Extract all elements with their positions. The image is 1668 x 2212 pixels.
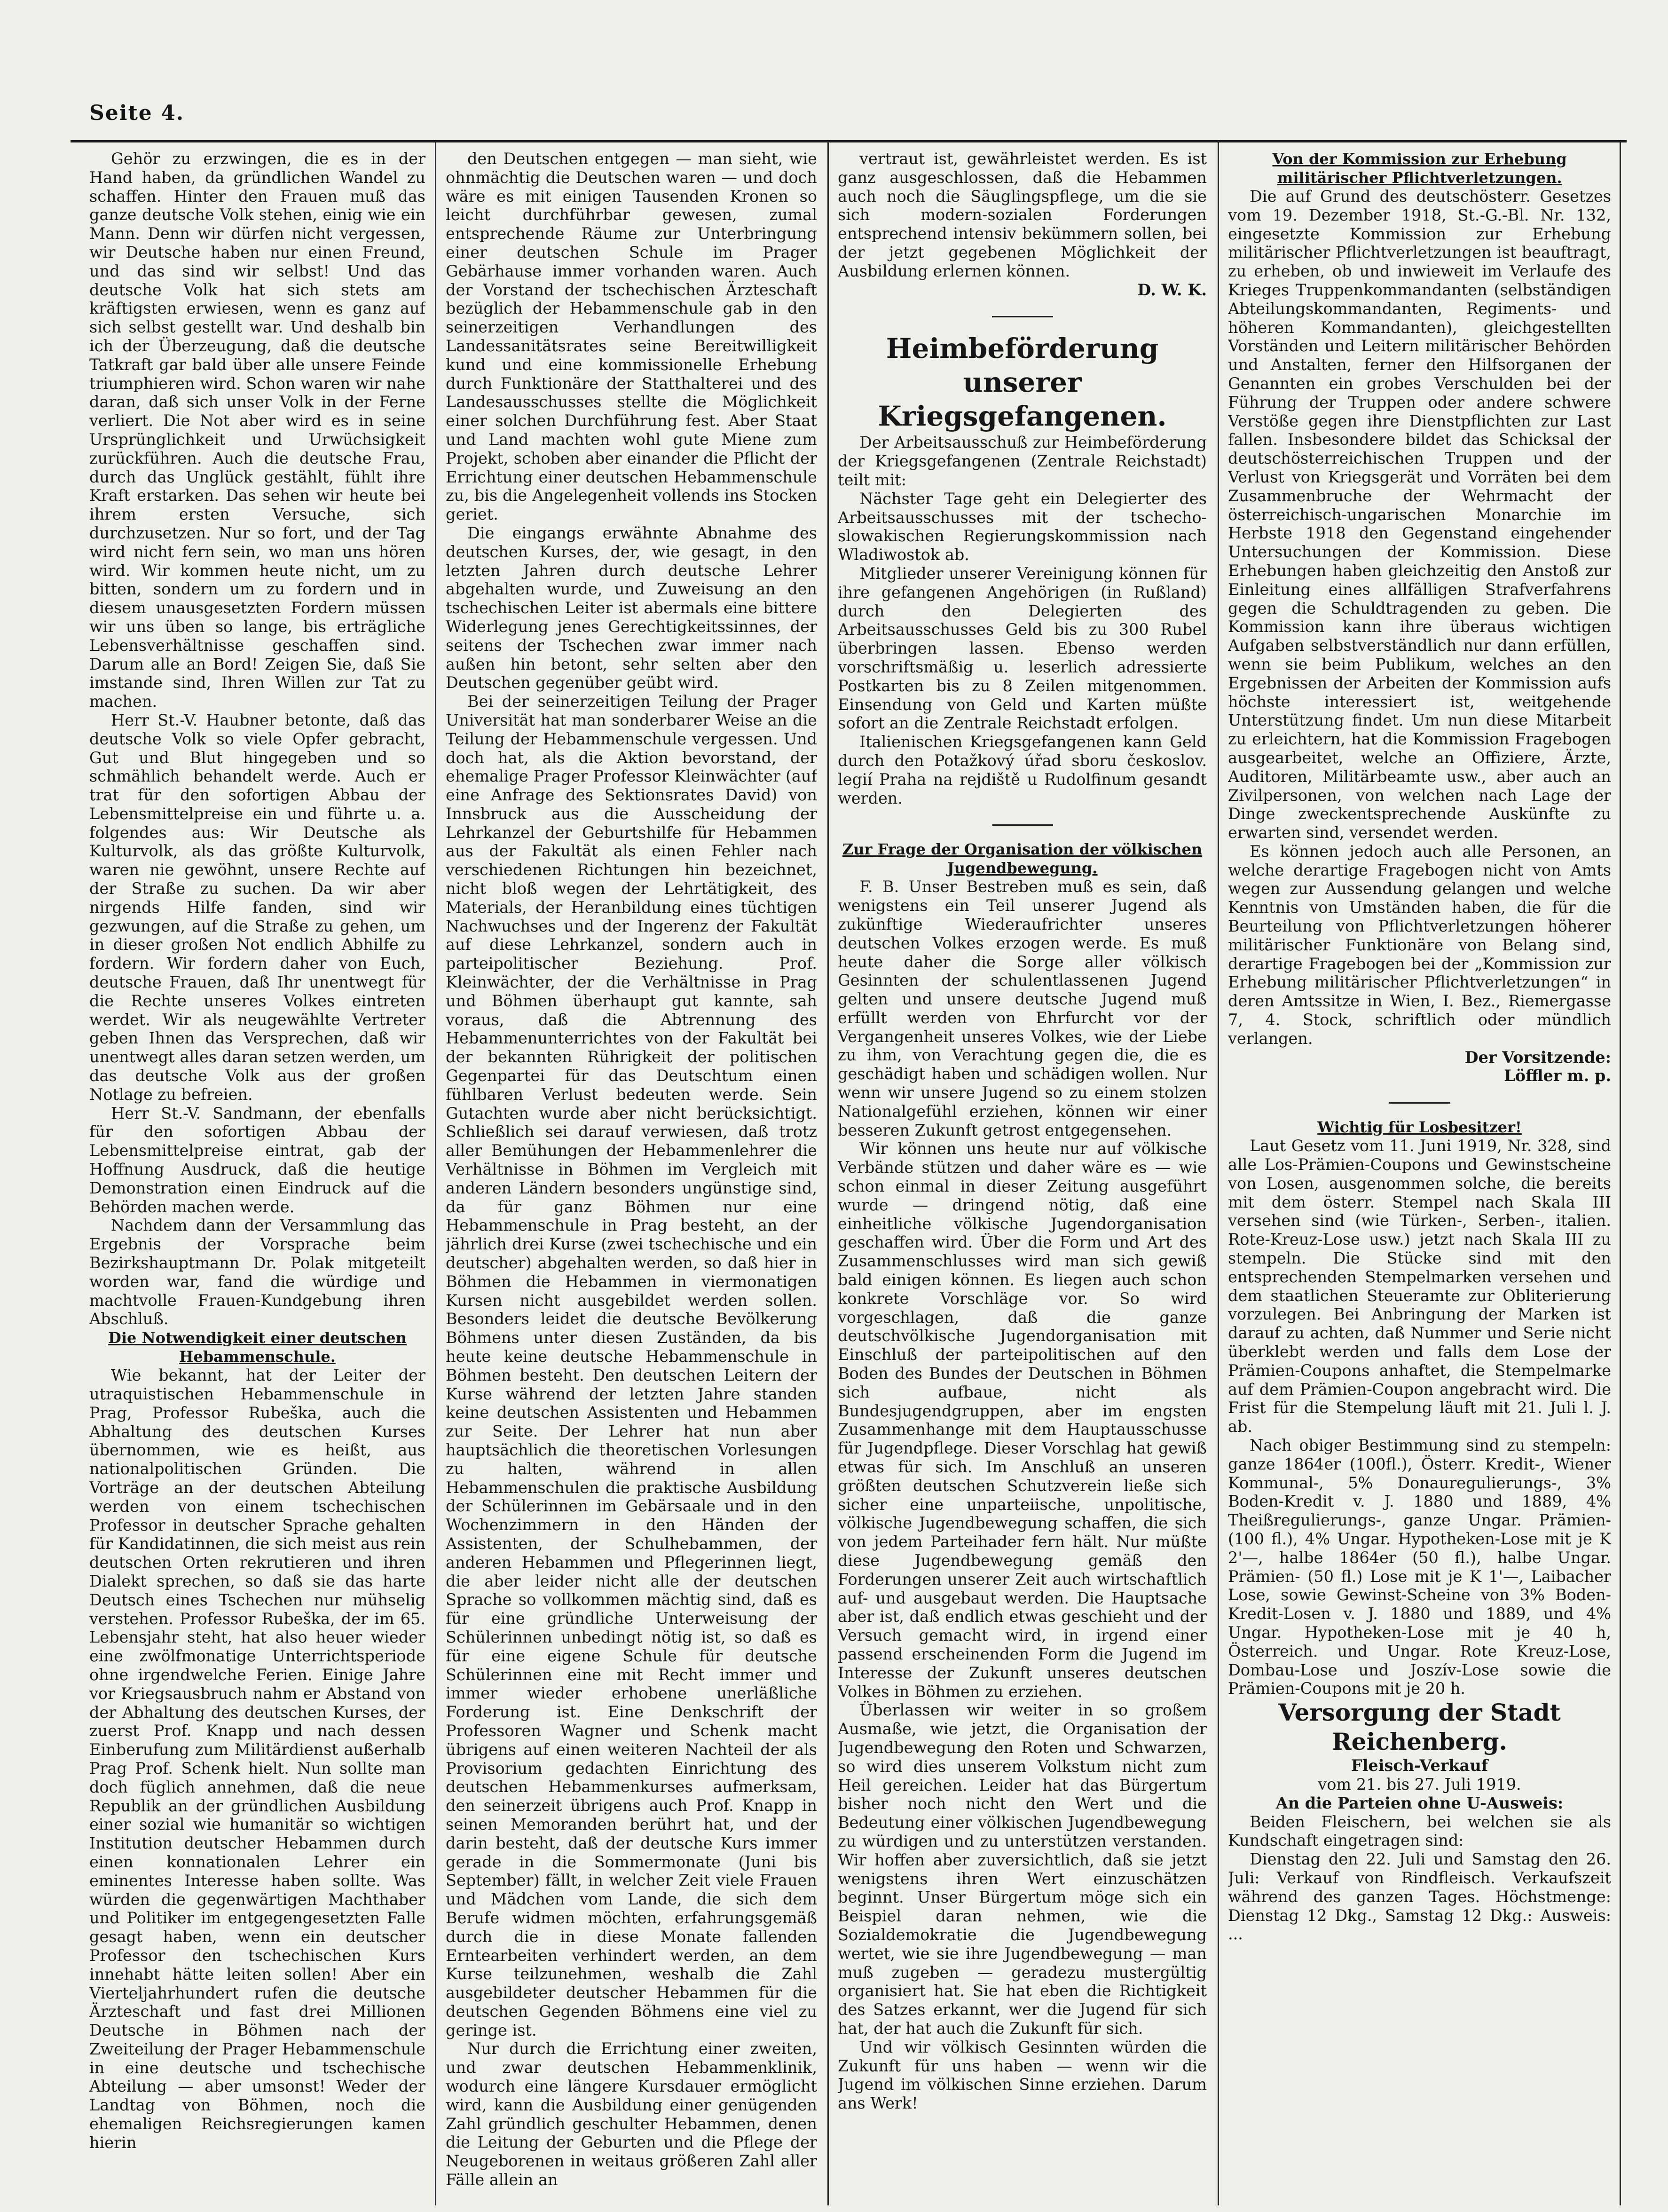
column-3 xyxy=(838,150,1207,2204)
paragraph: Beiden Fleischern, bei welchen sie als Kundschaft eingetragen sind: xyxy=(1228,1812,1611,1850)
article-heading: Versorgung der Stadt Reichenberg. xyxy=(1278,1698,1561,1756)
subheading: Fleisch-Verkauf xyxy=(1351,1756,1488,1775)
top-rule xyxy=(71,140,1627,142)
column-1 xyxy=(89,150,425,2204)
signature: D. W. K. xyxy=(1137,280,1207,299)
paragraph: Die auf Grund des deutschösterr. Gesetzes vom 19. Dezember 1918, St.-G.-Bl. Nr. 132, eingesetzte Kommission zur Erhebung militärischer Pflichtverletzungen ist beauftragt, zu erheben, ob und inwieweit im Verlaufe des Krieges Truppenkommandanten (selbständigen Abteilungskommandanten, Regiments- und höheren Kommandanten), gleichgestellten Vorständen und Leitern militärischer Behörden und Anstalten, ferner den Hilfsorganen der Genannten ein grobes Verschulden bei der Führung der Truppen oder andere schwere Verstöße gegen ihre Dienstpflichten zur Last fallen. Insbesondere bildet das Schicksal der deutschösterreichischen Truppen und der Verlust von Kriegsgerät und Vorräten bei dem Zusammenbruche der Wehrmacht der österreichisch-ungarischen Monarchie im Herbste 1918 den Gegenstand eingehender Untersuchungen der Kommission. Diese Erhebungen haben gleichzeitig den Anstoß zur Einleitung eines allfälligen Strafverfahrens gegen die Schuldtragenden zu geben. Die Kommission kann ihre überaus wichtigen Aufgaben selbstverständlich nur dann erfüllen, wenn sie beim Publikum, welches an den Ergebnissen der Arbeiten der Kommission aufs höchste interessiert ist, weitgehende Unterstützung findet. Um nun diese Mitarbeit zu erleichtern, hat die Kommission Fragebogen ausgearbeitet, welche an Offiziere, Ärzte, Auditoren, Militärbeamte usw., aber auch an Zivilpersonen, von welchen nach Lage der Dinge zweckentsprechende Auskünfte zu erwarten sind, versendet werden. xyxy=(1228,187,1611,842)
paragraph: Dienstag den 22. Juli und Samstag den 26. Juli: Verkauf von Rindfleisch. Verkaufszeit während des ganzen Tages. Höchstmenge: Dienstag 12 Dkg., Samstag 12 Dkg.: Ausweis: ... xyxy=(1228,1850,1611,1943)
paragraph: Herr St.-V. Sandmann, der ebenfalls für den sofortigen Abbau der Lebensmittelpreise eintrat, gab der Hoffnung Ausdruck, daß die heutige Demonstration einen Eindruck auf die Behörden machen werde. xyxy=(89,1104,425,1216)
article-heading: Die Notwendigkeit einer deutschen Hebammenschule. xyxy=(108,1329,407,1366)
paragraph: F. B. Unser Bestreben muß es sein, daß wenigstens ein Teil unserer Jugend als zukünftige Wiederaufrichter unseres deutschen Volkes erzogen werde. Es muß heute daher die Sorge aller völkisch Gesinnten der schulentlassenen Jugend gelten und unsere deutsche Jugend muß erfüllt werden von Ehrfurcht vor der Vergangenheit unseres Volkes, wie der Liebe zu ihm, von Verachtung gegen die, die es geschädigt haben und schädigen wollen. Nur wenn wir unsere Jugend so zu einem stolzen Nationalgefühl erziehen, können wir einer besseren Zukunft getrost entgegensehen. xyxy=(838,877,1207,1139)
separator xyxy=(992,824,1053,826)
column-divider-2 xyxy=(827,141,829,2205)
column-divider-3 xyxy=(1218,141,1219,2205)
page-number: Seite 4. xyxy=(89,101,185,125)
subheading-dates: vom 21. bis 27. Juli 1919. xyxy=(1318,1775,1521,1793)
paragraph: Nach obiger Bestimmung sind zu stempeln: ganze 1864er (100fl.), Österr. Kredit-, Wiener Kommunal-, 5% Donauregulierungs-, 3% Boden-Kredit v. J. 1880 und 1889, 4% Theißregulierungs-, ganze Ungar. Prämien- (100 fl.), 4% Ungar. Hypotheken-Lose mit je K 2'—, halbe 1864er (50 fl.), halbe Ungar. Prämien- (50 fl.) Lose mit je K 1'—, Laibacher Lose, sowie Gewinst-Scheine von 3% Boden-Kredit-Losen v. J. 1880 und 1889, und 4% Ungar. Hypotheken-Lose mit je 40 h, Österreich. und Ungar. Rote Kreuz-Lose, Dombau-Lose und Joszív-Lose sowie die Prämien-Coupons mit je 20 h. xyxy=(1228,1436,1611,1698)
paragraph: Überlassen wir weiter in so großem Ausmaße, wie jetzt, die Organisation der Jugendbewegung den Roten und Schwarzen, so wird dies unserem Volkstum nicht zum Heil gereichen. Leider hat das Bürgertum bisher noch nicht den Wert und die Bedeutung einer völkischen Jugendbewegung zu würdigen und zu unterstützen verstanden. Wir hoffen aber zuversichtlich, daß sie jetzt wenigstens ihren Wert einzuschätzen beginnt. Unser Bürgertum möge sich ein Beispiel daran nehmen, wie die Sozialdemokratie die Jugendbewegung wertet, wie sie ihre Jugendbewegung — man muß zugeben — geradezu mustergültig organisiert hat. Sie hat eben die Richtigkeit des Satzes erkannt, wer die Jugend für sich hat, der hat auch die Zukunft für sich. xyxy=(838,1701,1207,2038)
paragraph: Herr St.-V. Haubner betonte, daß das deutsche Volk so viele Opfer gebracht, Gut und Blut hingegeben und so schmählich behandelt werde. Auch er trat für den sofortigen Abbau der Lebensmittelpreise ein und führte u. a. folgendes aus: Wir Deutsche als Kulturvolk, als das größte Kulturvolk, waren nie gewöhnt, unsere Rechte auf der Straße zu suchen. Da wir aber nirgends Hilfe fanden, sind wir gezwungen, auf die Straße zu gehen, um in dieser großen Not endlich Abhilfe zu fordern. Wir fordern daher von Euch, deutsche Frauen, daß Ihr unentwegt für die Rechte unseres Volkes eintreten werdet. Wir als neugewählte Vertreter geben Ihnen das Versprechen, daß wir unentwegt alles daran setzen werden, um das deutsche Volk aus der großen Notlage zu befreien. xyxy=(89,711,425,1104)
signature-name: Löffler m. p. xyxy=(1504,1066,1611,1085)
paragraph: Nur durch die Errichtung einer zweiten, und zwar deutschen Hebammenklinik, wodurch eine längere Kursdauer ermöglicht wird, kann die Ausbildung einer genügenden Zahl gründlich geschulter Hebammen, denen die Leitung der Geburten und die Pflege der Neugeborenen in weitaus größeren Zahl aller Fälle allein an xyxy=(446,2039,817,2189)
article-heading: Zur Frage der Organisation der völkischen Jugendbewegung. xyxy=(842,840,1203,877)
column-divider-right xyxy=(1620,141,1621,2205)
signature-title: Der Vorsitzende: xyxy=(1464,1048,1611,1066)
article-heading: Heimbeförderung unserer Kriegsgefangenen. xyxy=(878,332,1167,433)
paragraph: Bei der seinerzeitigen Teilung der Prager Universität hat man sonderbarer Weise an die Teilung der Hebammenschule vergessen. Und doch hat, als die Aktion bevorstand, der ehemalige Prager Professor Kleinwächter (auf eine Anfrage des Sektionsrates David) von Innsbruck aus die Ausscheidung der Lehrkanzel der Geburtshilfe für Hebammen aus der Fakultät als einen Fehler nach verschiedenen Richtungen hin bezeichnet, nicht bloß wegen der Lehrtätigkeit, des Materials, der Heranbildung eines tüchtigen Nachwuchses und der Ingerenz der Fakultät auf diese Lehrkanzel, sondern auch in parteipolitischer Beziehung. Prof. Kleinwächter, der die Verhältnisse in Prag und Böhmen überhaupt gut kannte, sah voraus, daß die Abtrennung des Hebammenunterrichtes von der Fakultät bei der bekannten Rührigkeit der politischen Gegenpartei für das Deutschtum einen fühlbaren Verlust bedeuten werde. Sein Gutachten wurde aber nicht berücksichtigt. Schließlich sei darauf verwiesen, daß trotz aller Bemühungen der Hebammenlehrer die Verhältnisse in Böhmen im Vergleich mit anderen Ländern besonders ungünstige sind, da für ganz Böhmen nur eine Hebammenschule in Prag besteht, an der jährlich drei Kurse (zwei tschechische und ein deutscher) abgehalten werden, so daß hier in Böhmen die Hebammen in viermonatigen Kursen nicht ausgebildet werden sollen. Besonders leidet die deutsche Bevölkerung Böhmens unter diesen Zuständen, da bis heute keine deutsche Hebammenschule in Böhmen besteht. Den deutschen Leitern der Kurse während der letzten Jahre standen keine deutschen Assistenten und Hebammen zur Seite. Der Lehrer hat nun aber hauptsächlich die theoretischen Vorlesungen zu halten, während in allen Hebammenschulen die praktische Ausbildung der Schülerinnen im Gebärsaale und in den Wochenzimmern in den Händen der Assistenten, der Schulhebammen, der anderen Hebammen und Pflegerinnen liegt, die aber leider nicht alle der deutschen Sprache so vollkommen mächtig sind, daß es für eine gründliche Unterweisung der Schülerinnen unbedingt nötig ist, so daß es für eine eigene Schule für deutsche Schülerinnen eine mit Recht immer und immer wieder erhobene unerläßliche Forderung ist. Eine Denkschrift der Professoren Wagner und Schenk macht übrigens auf einen weiteren Nachteil der als Provisorium gedachten Einrichtung des deutschen Hebammenkurses aufmerksam, den seinerzeit übrigens auch Prof. Knapp in seinen Memoranden berührt hat, und der darin besteht, daß der deutsche Kurs immer gerade in die Sommermonate (Juni bis September) fällt, in welcher Zeit viele Frauen und Mädchen vom Lande, die sich dem Berufe widmen möchten, erfahrungsgemäß durch die in diese Monate fallenden Erntearbeiten verhindert werden, an dem Kurse teilzunehmen, weshalb die Zahl ausgebildeter deutscher Hebammen für die deutschen Gegenden Böhmens eine viel zu geringe ist. xyxy=(446,692,817,2039)
paragraph: Mitglieder unserer Vereinigung können für ihre gefangenen Angehörigen (in Rußland) durch den Delegierten des Arbeitsausschusses Geld bis zu 300 Rubel überbringen lassen. Ebenso werden vorschriftsmäßig u. leserlich adressierte Postkarten bis zu 8 Zeilen mitgenommen. Einsendung von Geld und Karten müßte sofort an die Zentrale Reichstadt erfolgen. xyxy=(838,564,1207,733)
subheading-parties: An die Parteien ohne U-Ausweis: xyxy=(1275,1793,1564,1812)
paragraph: Der Arbeitsausschuß zur Heimbeförderung der Kriegsgefangenen (Zentrale Reichstadt) teilt mit: xyxy=(838,433,1207,489)
separator xyxy=(1389,1102,1450,1104)
article-heading: Wichtig für Losbesitzer! xyxy=(1317,1118,1522,1137)
article-heading: Von der Kommission zur Erhebung militärischer Pflichtverletzungen. xyxy=(1272,150,1567,187)
column-2 xyxy=(446,150,817,2204)
paragraph: Gehör zu erzwingen, die es in der Hand haben, da gründlichen Wandel zu schaffen. Hinter den Frauen muß das ganze deutsche Volk stehen, einig wie ein Mann. Denn wir dürfen nicht vergessen, wir Deutsche haben nur einen Freund, und das sind wir selbst! Und das deutsche Volk hat sich stets am kräftigsten erwiesen, wenn es ganz auf sich selbst gestellt war. Und deshalb bin ich der Überzeugung, daß die deutsche Tatkraft gar bald über alle unsere Feinde triumphieren wird. Schon waren wir nahe daran, daß sich unser Volk in der Ferne verliert. Die Not aber wird es in seine Ursprünglichkeit und Urwüchsigkeit zurückführen. Auch die deutsche Frau, durch das Unglück gestählt, fühlt ihre Kraft erstarken. Das sehen wir heute bei ihrem ersten Versuche, sich durchzusetzen. Nur so fort, und der Tag wird nicht fern sein, wo man uns hören wird. Wir kommen heute nicht, um zu bitten, sondern um zu fordern und in diesem unausgesetzten Fordern müssen wir uns üben so lange, bis erträgliche Lebensverhältnisse geschaffen sind. Darum alle an Bord! Zeigen Sie, daß Sie imstande sind, Ihren Willen zur Tat zu machen. xyxy=(89,150,425,711)
paragraph: Italienischen Kriegsgefangenen kann Geld durch den Potažkový úřad sboru českoslov. legií Praha na rejdiště u Rudolfinum gesandt werden. xyxy=(838,733,1207,807)
separator xyxy=(992,316,1053,317)
paragraph: Es können jedoch auch alle Personen, an welche derartige Fragebogen nicht von Amts wegen zur Aussendung gelangen und welche Kenntnis von Umständen haben, die für die Beurteilung von Pflichtverletzungen höherer militärischer Funktionäre von Belang sind, derartige Fragebogen bei der „Kommission zur Erhebung militärischer Pflichtverletzungen“ in deren Amtssitze in Wien, I. Bez., Riemergasse 7, 4. Stock, schriftlich oder mündlich verlangen. xyxy=(1228,842,1611,1048)
paragraph: vertraut ist, gewährleistet werden. Es ist ganz ausgeschlossen, daß die Hebammen auch noch die Säuglingspflege, um die sie sich modern-sozialen Forderungen entsprechend intensiv bekümmern sollen, bei der jetzt gegebenen Möglichkeit der Ausbildung erlernen können. xyxy=(838,150,1207,280)
paragraph: Die eingangs erwähnte Abnahme des deutschen Kurses, der, wie gesagt, in den letzten Jahren durch deutsche Lehrer abgehalten wurde, und Zuweisung an den tschechischen Leiter ist abermals eine bittere Widerlegung jenes Gerechtigkeitssinnes, der seitens der Tschechen zwar immer nach außen hin betont, sehr selten aber den Deutschen gegenüber geübt wird. xyxy=(446,523,817,692)
paragraph: Nächster Tage geht ein Delegierter des Arbeitsausschusses mit der tschecho-slowakischen Regierungskommission nach Wladiwostok ab. xyxy=(838,489,1207,564)
paragraph: Und wir völkisch Gesinnten würden die Zukunft für uns haben — wenn wir die Jugend im völkischen Sinne erziehen. Darum ans Werk! xyxy=(838,2038,1207,2113)
paragraph: Nachdem dann der Versammlung das Ergebnis der Vorsprache beim Bezirkshauptmann Dr. Polak mitgeteilt worden war, fand die würdige und machtvolle Frauen-Kundgebung ihren Abschluß. xyxy=(89,1216,425,1328)
column-divider-1 xyxy=(435,141,436,2205)
column-4 xyxy=(1228,150,1611,2204)
paragraph: Laut Gesetz vom 11. Juni 1919, Nr. 328, sind alle Los-Prämien-Coupons und Gewinstscheine von Losen, ausgenommen solche, die bereits mit dem österr. Stempel nach Skala III versehen sind (wie Türken-, Serben-, italien. Rote-Kreuz-Lose usw.) jetzt nach Skala III zu stempeln. Die Stücke sind mit den entsprechenden Stempelmarken versehen und dem staatlichen Steueramte zur Obliterierung vorzulegen. Bei Anbringung der Marken ist darauf zu achten, daß Nummer und Serie nicht überklebt werden und falls dem Lose der Prämien-Coupons anhaftet, die Stempelmarke auf dem Prämien-Coupon angebracht wird. Die Frist für die Stempelung läuft mit 21. Juli l. J. ab. xyxy=(1228,1137,1611,1436)
paragraph: Wir können uns heute nur auf völkische Verbände stützen und daher wäre es — wie schon einmal in dieser Zeitung ausgeführt wurde — dringend nötig, daß eine einheitliche völkische Jugendorganisation geschaffen wird. Über die Form und Art des Zusammenschlusses wird man sich gewiß bald einigen können. Es liegen auch schon konkrete Vorschläge vor. So wird vorgeschlagen, daß die ganze deutschvölkische Jugendorganisation mit Einschluß der parteipolitischen auf den Boden des Bundes der Deutschen in Böhmen sich aufbaue, nicht als Bundesjugendgruppen, aber im engsten Zusammenhange mit dem Hauptausschusse für Jugendpflege. Dieser Vorschlag hat gewiß etwas für sich. Im Anschluß an unseren größten deutschen Schutzverein ließe sich sicher eine unparteiische, unpolitische, völkische Jugendbewegung schaffen, die sich von jedem Parteihader fern hält. Nur müßte diese Jugendbewegung gemäß den Forderungen unserer Zeit auch wirtschaftlich auf- und ausgebaut werden. Die Hauptsache aber ist, daß endlich etwas geschieht und der Versuch gemacht wird, in irgend einer passend erscheinenden Form die Jugend im Interesse der Zukunft unseres deutschen Volkes in Böhmen zu erziehen. xyxy=(838,1139,1207,1701)
paragraph: Wie bekannt, hat der Leiter der utraquistischen Hebammenschule in Prag, Professor Rubeška, auch die Abhaltung des deutschen Kurses übernommen, wie es heißt, aus nationalpolitischen Gründen. Die Vorträge an der deutschen Abteilung werden von einem tschechischen Professor in deutscher Sprache gehalten für Kandidatinnen, die sich meist aus rein deutschen Orten rekrutieren und ihren Dialekt sprechen, so daß sie das harte Deutsch eines Tschechen nur mühselig verstehen. Professor Rubeška, der im 65. Lebensjahr steht, hat also heuer wieder eine zwölfmonatige Unterrichtsperiode ohne irgendwelche Ferien. Einige Jahre vor Kriegsausbruch nahm er Abstand von der Abhaltung des deutschen Kurses, der zuerst Prof. Knapp und nach dessen Einberufung zum Militärdienst außerhalb Prag Prof. Schenk hielt. Nun sollte man doch füglich annehmen, daß die neue Republik an der gründlichen Ausbildung einer sozial wie humanitär so wichtigen Institution deutscher Hebammen durch einen konnationalen Lehrer ein eminentes Interesse haben sollte. Was würden die gegenwärtigen Machthaber und Politiker im entgegengesetzten Falle gesagt haben, wenn ein deutscher Professor den tschechischen Kurs innehabt hätte leiten sollen! Aber ein Vierteljahrhundert rufen die deutsche Ärzteschaft und fast drei Millionen Deutsche in Böhmen nach der Zweiteilung der Prager Hebammenschule in eine deutsche und tschechische Abteilung — aber umsonst! Weder der Landtag von Böhmen, noch die ehemaligen Reichsregierungen kamen hierin xyxy=(89,1366,425,2152)
paragraph: den Deutschen entgegen — man sieht, wie ohnmächtig die Deutschen waren — und doch wäre es mit einigen Tausenden Kronen so leicht durchführbar gewesen, zumal entsprechende Räume zur Unterbringung einer deutschen Schule im Prager Gebärhause immer vorhanden waren. Auch der Vorstand der tschechischen Ärzteschaft bezüglich der Hebammenschule gab in den seinerzeitigen Verhandlungen des Landessanitätsrates seine Bereitwilligkeit kund und eine kommissionelle Erhebung durch Funktionäre der Statthalterei und des Landesausschusses stellte die Möglichkeit einer solchen Durchführung fest. Aber Staat und Land machten wohl gute Miene zum Projekt, schoben aber einander die Pflicht der Errichtung einer deutschen Hebammenschule zu, bis die Angelegenheit vollends ins Stocken geriet. xyxy=(446,150,817,524)
